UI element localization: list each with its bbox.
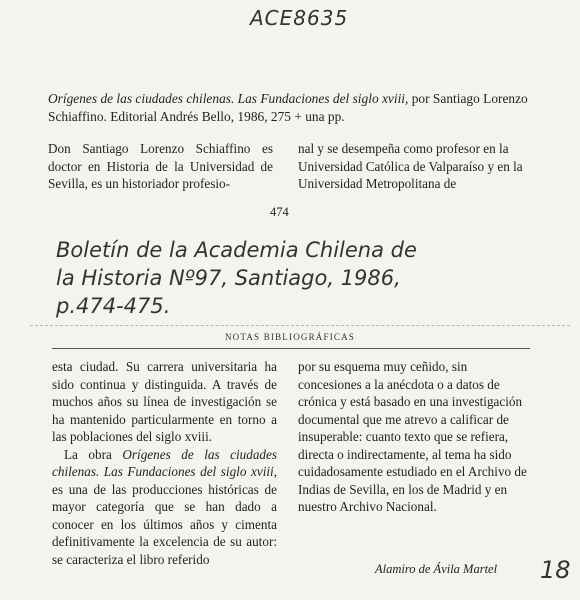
work-title: Orígenes de las ciudades chilenas. Las Fundaciones del siglo xviii, — [52, 446, 278, 479]
handwritten-line: la Historia Nº97, Santiago, 1986, — [56, 266, 401, 290]
section-heading: NOTAS BIBLIOGRÁFICAS — [224, 332, 356, 342]
top-right-column — [298, 140, 530, 193]
bottom-left-paragraph-1: esta ciudad. Su carrera universitaria ha sido continua y distinguida. A través de muchos años su línea de investigación se ha mantenido particularmente en torno a las poblaciones del siglo xviii. — [52, 359, 277, 444]
handwritten-reference-code: ACE8635 — [250, 6, 349, 30]
book-details: por Santiago Lorenzo Schiaffino. Editorial Andrés Bello, 1986, 275 + una pp. — [48, 91, 528, 124]
paragraph-body: es una de las producciones históricas de mayor categoría que se han dado a conocer en los últimos años y cimenta definitivamente la excelencia de su autor: se caracteriza el libro referido — [52, 481, 277, 567]
top-right-paragraph: nal y se desempeña como profesor en la Universidad Católica de Valparaíso y en la Universidad Metropolitana de — [298, 141, 523, 191]
review-author: Alamiro de Ávila Martel — [375, 562, 498, 576]
handwritten-page-mark: 18 — [540, 556, 571, 584]
paragraph-intro: La obra — [64, 446, 123, 462]
top-left-paragraph: Don Santiago Lorenzo Schiaffino es doctor en Historia de la Universidad de Sevilla, es un historiador profesio- — [48, 141, 273, 191]
bottom-left-column — [52, 358, 277, 568]
bottom-right-column — [298, 358, 530, 516]
bottom-left-paragraph-2 — [52, 446, 277, 569]
section-rule — [52, 348, 530, 349]
top-left-column — [48, 140, 273, 193]
page-number: 474 — [270, 205, 289, 219]
clipping-edge-divider — [30, 325, 570, 326]
bottom-right-paragraph: por su esquema muy ceñido, sin concesiones a la anécdota o a datos de crónica y está basado en una investigación documental que me atrevo a calificar de insuperable: cuanto texto que se refiera, directa o indirectamente, al tema ha sido cuidadosamente estudiado en el Archivo de Indias de Sevilla, en los de Madrid y en nuestro Archivo Nacional. — [298, 359, 527, 514]
book-citation — [48, 90, 533, 126]
book-title: Orígenes de las ciudades chilenas. Las Fundaciones del siglo xviii, — [48, 91, 409, 106]
handwritten-line: Boletín de la Academia Chilena de — [56, 238, 417, 262]
handwritten-source-note — [56, 236, 526, 320]
handwritten-line: p.474-475. — [56, 294, 171, 318]
